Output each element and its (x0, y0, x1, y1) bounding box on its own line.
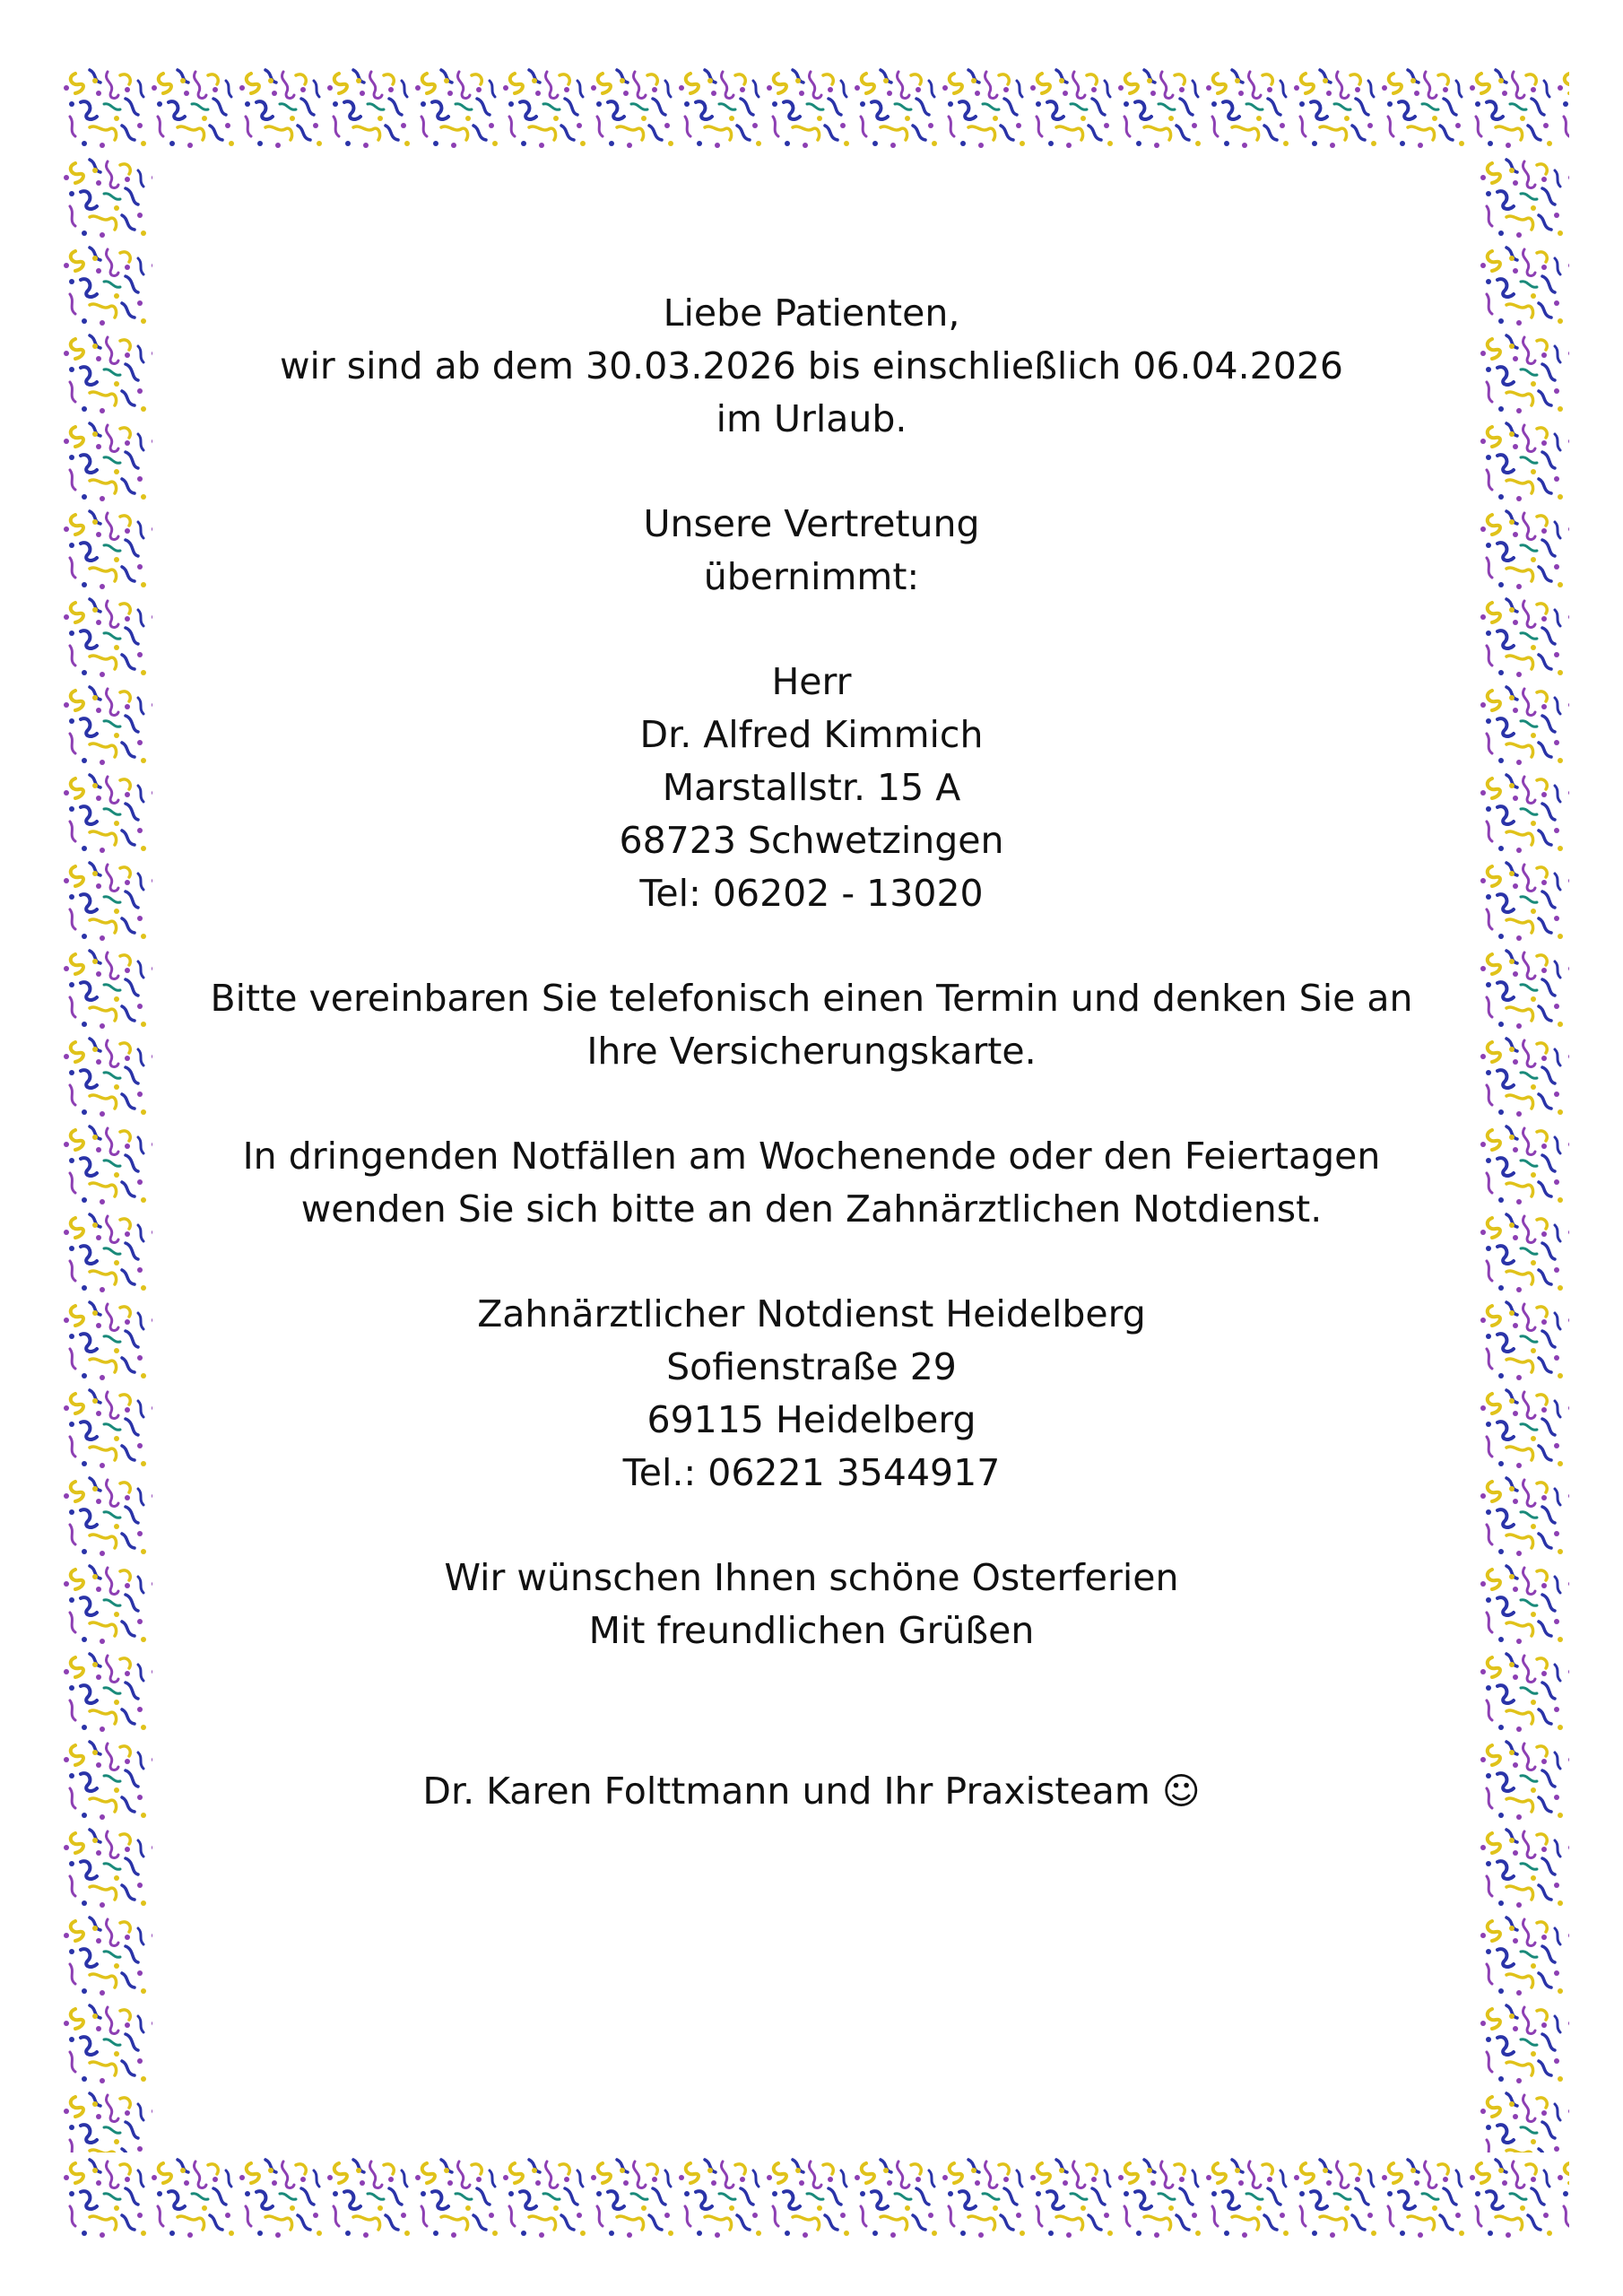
emergency-service-phone: Tel.: 06221 3544917 (622, 1451, 1001, 1494)
emergency-service-city: 69115 Heidelberg (647, 1398, 976, 1441)
substitute-street: Marstallstr. 15 A (662, 766, 961, 809)
emergency-service-address (179, 1288, 1444, 1500)
substitute-city: 68723 Schwetzingen (619, 819, 1004, 862)
confetti-border-bottom (63, 2152, 1569, 2242)
emergency-service-street: Sofienstraße 29 (666, 1345, 957, 1388)
substitute-salutation: Herr (771, 660, 852, 703)
emergency-instruction: In dringenden Notfällen am Wochenende oder den Feiertagen (242, 1135, 1381, 1178)
confetti-pattern (63, 63, 1569, 152)
emergency-instruction-2: wenden Sie sich bitte an den Zahnärztlichen Notdienst. (300, 1187, 1323, 1231)
emergency-service-name: Zahnärztlicher Notdienst Heidelberg (477, 1292, 1146, 1335)
appointment-instruction-2: Ihre Versicherungskarte. (586, 1030, 1037, 1073)
substitute-intro: Unsere Vertretung (643, 502, 980, 545)
vacation-notice (179, 287, 1444, 1818)
confetti-border-top (63, 63, 1569, 152)
confetti-border-left (63, 152, 152, 2152)
substitute-intro-2: übernimmt: (703, 555, 920, 598)
closing: Mit freundlichen Grüßen (588, 1609, 1035, 1652)
appointment-instruction: Bitte vereinbaren Sie telefonisch einen Termin und denken Sie an (210, 977, 1413, 1020)
signature: Dr. Karen Folttmann und Ihr Praxisteam ☺ (422, 1770, 1201, 1813)
confetti-pattern (63, 152, 152, 2152)
substitute-name: Dr. Alfred Kimmich (639, 713, 984, 756)
confetti-pattern (1480, 152, 1569, 2152)
substitute-address (179, 656, 1444, 920)
confetti-border-right (1480, 152, 1569, 2152)
greeting: Liebe Patienten, (663, 291, 960, 335)
vacation-period-end: im Urlaub. (716, 397, 907, 440)
confetti-pattern (63, 2152, 1569, 2242)
holiday-wish: Wir wünschen Ihnen schöne Osterferien (444, 1556, 1179, 1599)
vacation-period: wir sind ab dem 30.03.2026 bis einschließlich 06.04.2026 (279, 344, 1344, 387)
substitute-phone: Tel: 06202 - 13020 (639, 872, 984, 915)
